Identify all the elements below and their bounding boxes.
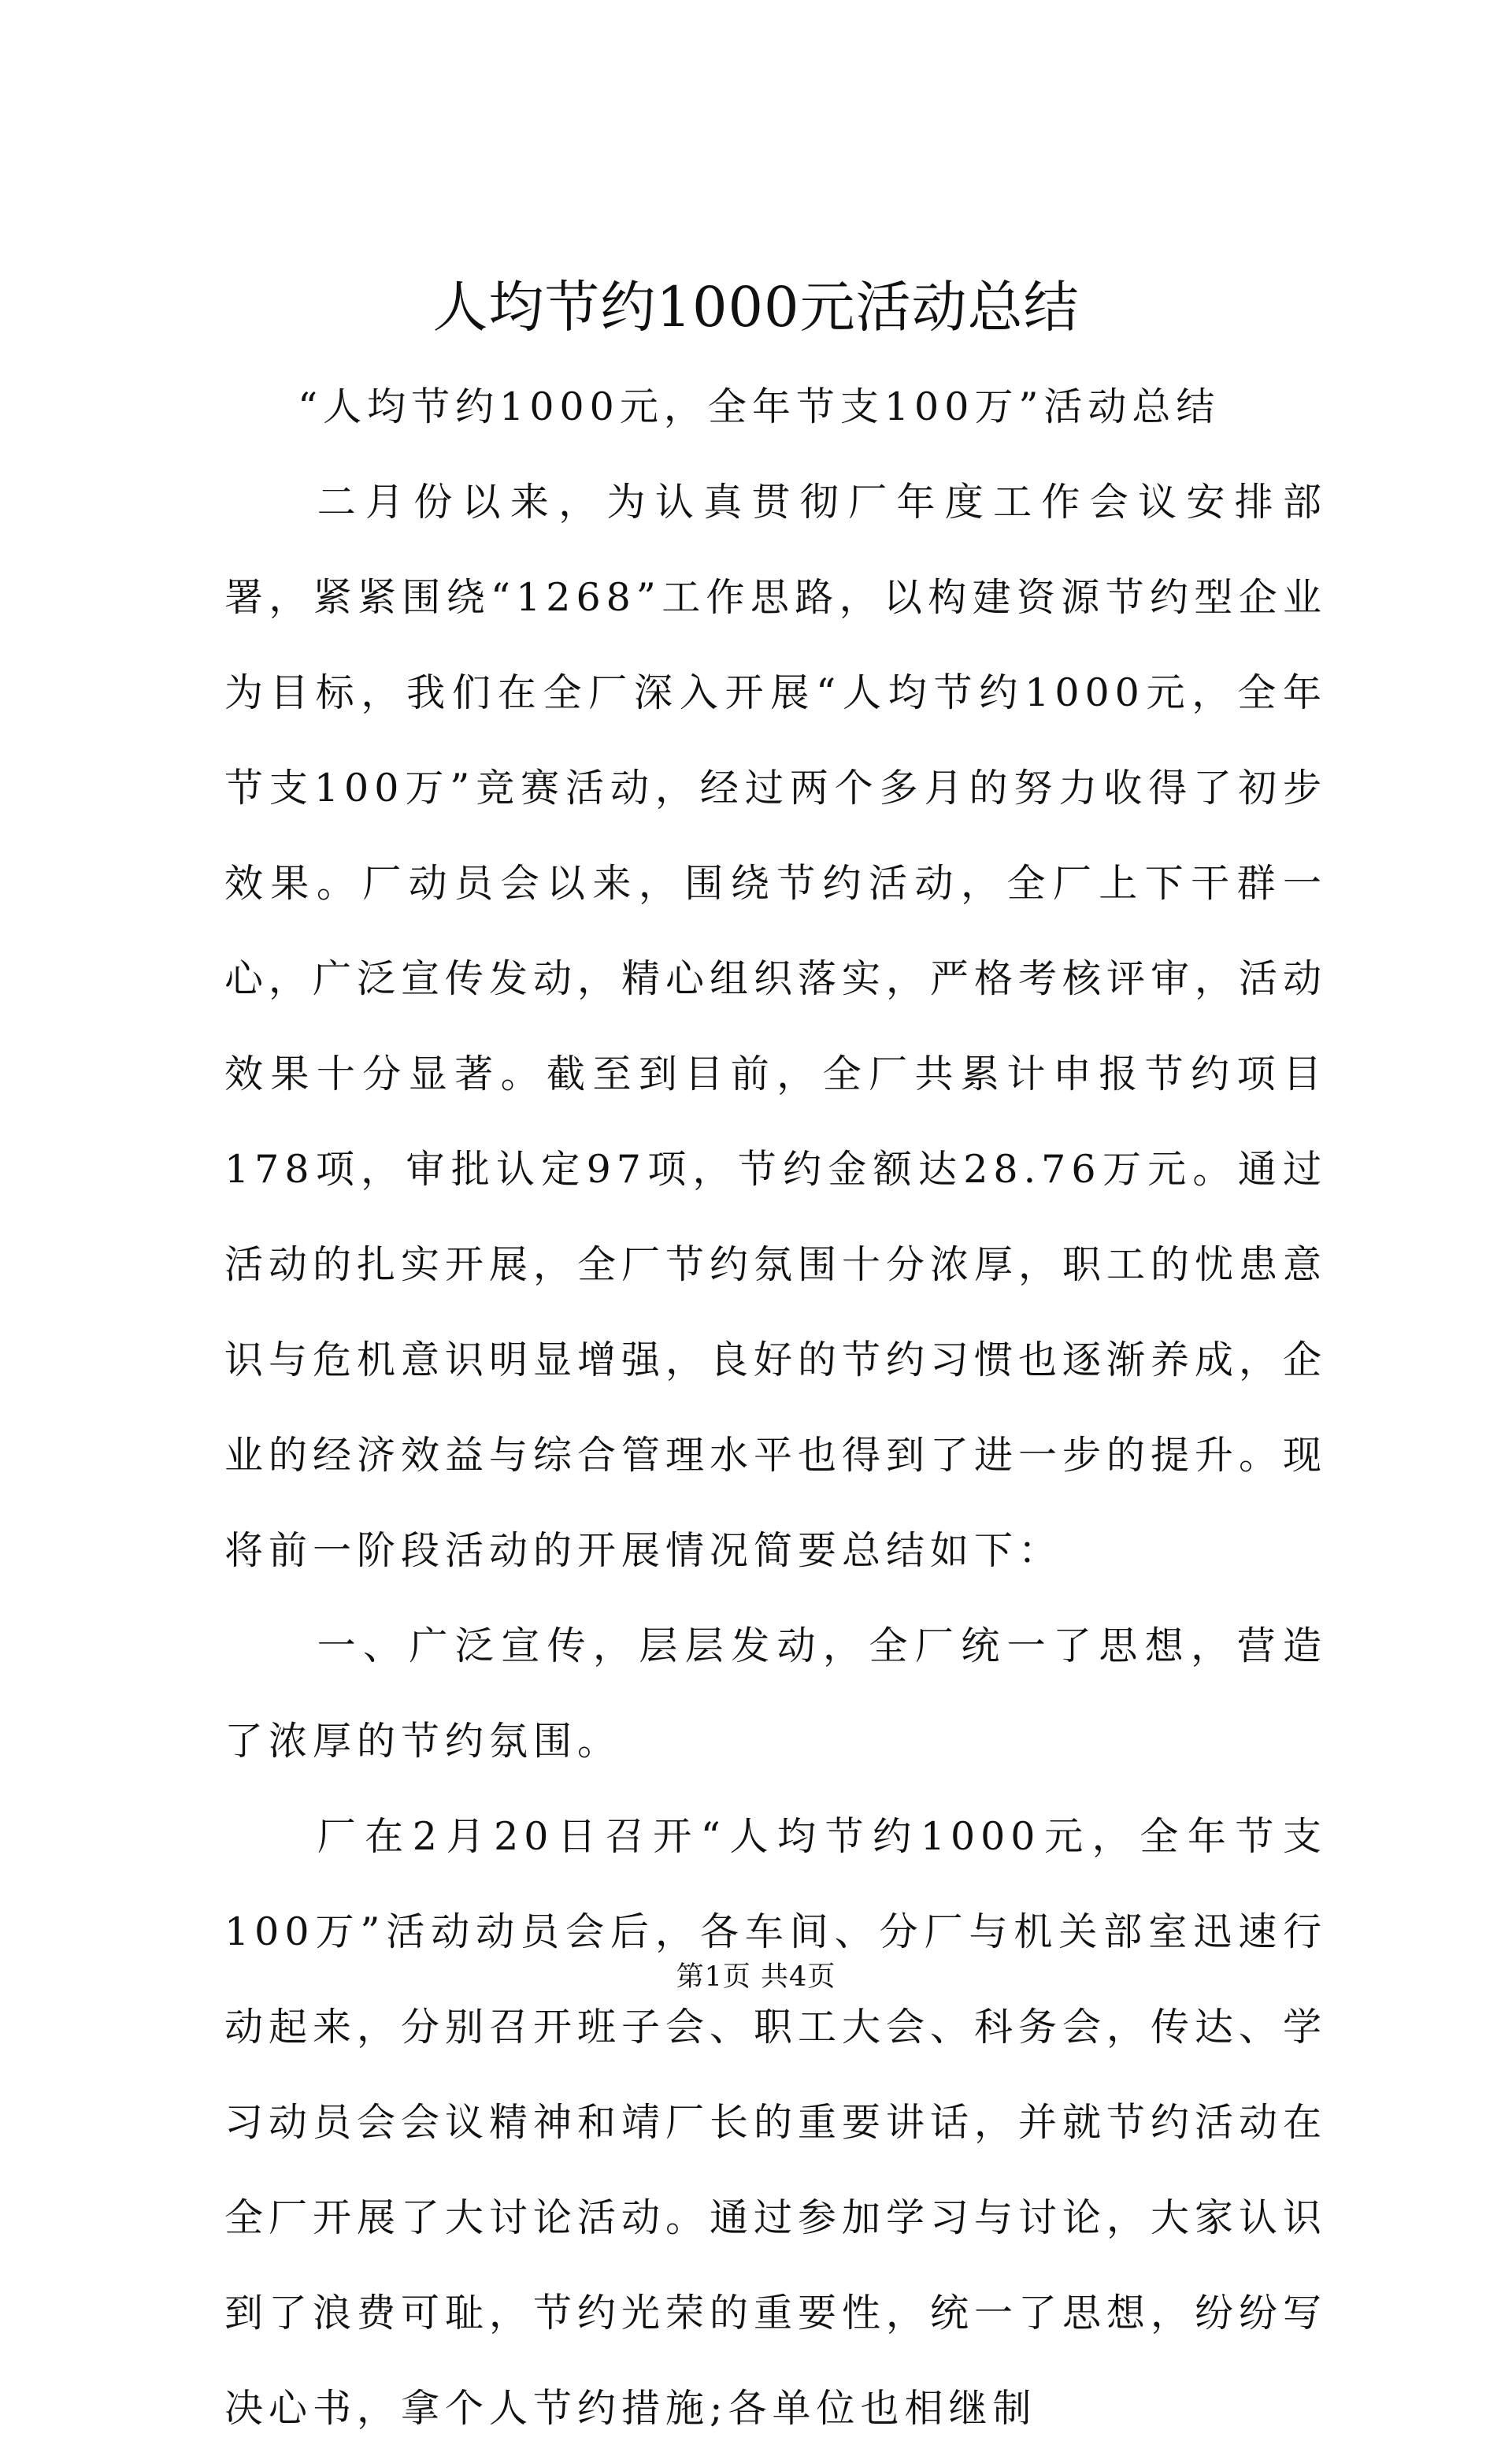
paragraph-section-heading: 一、广泛宣传，层层发动，全厂统一了思想，营造了浓厚的节约氛围。 — [224, 1623, 1327, 1764]
page-number-footer: 第1页 共4页 — [676, 1961, 836, 1993]
document-title: 人均节约1000元活动总结 — [432, 275, 1080, 339]
document-subtitle: “人均节约1000元，全年节支100万”活动总结 — [298, 384, 1221, 429]
paragraph-body: 厂在2月20日召开“人均节约1000元，全年节支100万”活动动员会后，各车间、分厂与机关部室迅速行动起来，分别召开班子会、职工大会、科务会，传达、学习动员会会议精神和靖厂长的重要讲话，并就节约活动在全厂开展了大讨论活动。通过参加学习与讨论，大家认识到了浪费可耻，节约光荣的重要性，统一了思想，纷纷写决心书，拿个人节约措施;各单位也相继制 — [224, 1814, 1328, 2431]
paragraph-intro: 二月份以来，为认真贯彻厂年度工作会议安排部署，紧紧围绕“1268”工作思路，以构建资源节约型企业为目标，我们在全厂深入开展“人均节约1000元，全年节支100万”竞赛活动，经过两个多月的努力收得了初步效果。厂动员会以来，围绕节约活动，全厂上下干群一心，广泛宣传发动，精心组织落实，严格考核评审，活动效果十分显著。截至到目前，全厂共累计申报节约项目178项，审批认定97项，节约金额达28.76万元。通过活动的扎实开展，全厂节约氛围十分浓厚，职工的忧患意识与危机意识明显增强，良好的节约习惯也逐渐养成，企业的经济效益与综合管理水平也得到了进一步的提升。现将前一阶段活动的开展情况简要总结如下： — [224, 480, 1328, 1573]
document-body — [224, 359, 1327, 2456]
